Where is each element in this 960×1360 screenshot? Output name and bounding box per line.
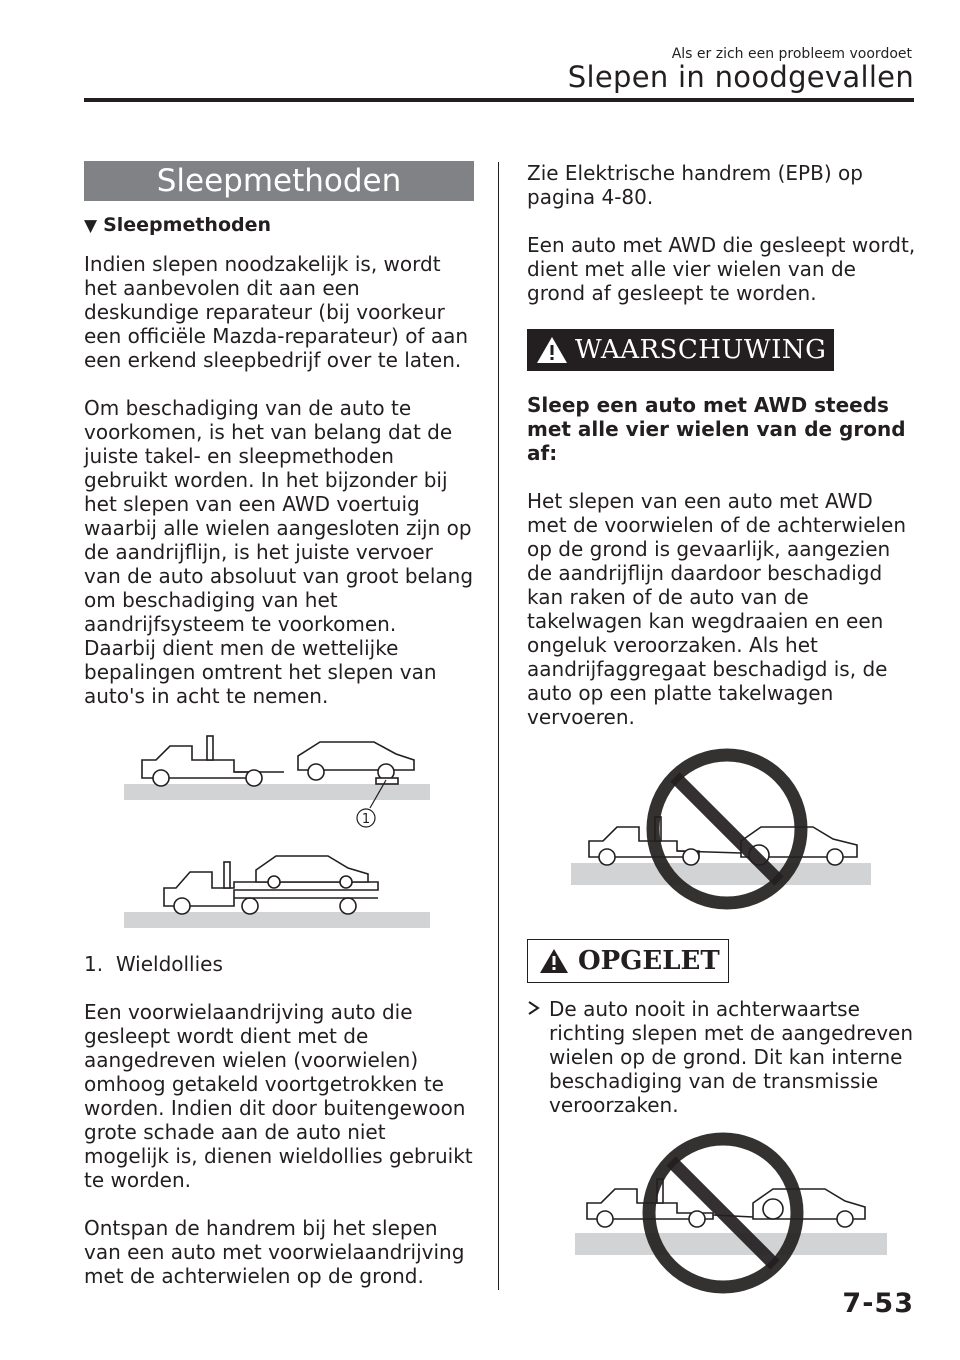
column-divider — [498, 162, 499, 1290]
right-column — [527, 161, 917, 1305]
warning-label: WAARSCHUWING — [575, 335, 827, 365]
left-column — [84, 161, 474, 1312]
flatbed-truck-figure — [84, 846, 474, 938]
paragraph: Om beschadiging van de auto te voorkomen, is het van belang dat de juiste takel- en sleepmethoden gebruikt worden. In het bijzonder bij het slepen van een AWD voertuig waarbij alle wielen aangesloten zijn op de aandrijflijn, is het juiste vervoer van de auto absoluut van groot belang om beschadiging van het aandrijfsysteem te voorkomen. Daarbij dient men de wettelijke bepalingen omtrent het slepen van auto's in acht te nemen. — [84, 396, 474, 708]
caution-label: OPGELET — [578, 946, 720, 976]
wheel-dolly — [376, 778, 398, 784]
ground-strip — [124, 912, 430, 928]
paragraph: Indien slepen noodzakelijk is, wordt het aanbevolen dit aan een deskundige reparateur (bij voorkeur een officiële Mazda-reparateur) of aan een erkend sleepbedrijf over te laten. — [84, 252, 469, 372]
subheading-text: Sleepmethoden — [103, 214, 272, 236]
caution-triangle-icon — [538, 947, 570, 975]
page-number: 7-53 — [842, 1288, 914, 1319]
paragraph: Een voorwielaandrijving auto die gesleept wordt dient met de aangedreven wielen (voorwielen) omhoog getakeld voortgetrokken te worden. Indien dit door buitengewoon grote schade aan de auto niet mogelijk is, dienen wieldollies gebruikt te worden. — [84, 1000, 473, 1192]
warning-banner — [527, 329, 834, 371]
ground-strip — [575, 1233, 887, 1255]
prohibited-reverse-tow-figure — [527, 1125, 917, 1305]
warning-heading: Sleep een auto met AWD steeds met alle vier wielen van de grond af: — [527, 393, 906, 465]
list-item-number: 1. — [84, 952, 104, 976]
header-section-title: Slepen in noodgevallen — [567, 60, 914, 94]
paragraph: Ontspan de handrem bij het slepen van een auto met voorwielaandrijving met de achterwielen op de grond. — [84, 1216, 465, 1288]
subheading — [84, 213, 474, 238]
warning-text: Het slepen van een auto met AWD met de voorwielen of de achterwielen op de grond is gevaarlijk, aangezien de aandrijflijn daardoor beschadigd kan raken of de auto van de takelwagen kan wegdraaien en een ongeluk veroorzaken. Als het aandrijfaggregaat beschadigd is, de auto op een platte takelwagen vervoeren. — [527, 489, 907, 729]
figure-callout: 1 — [361, 812, 371, 827]
prohibited-tow-figure — [527, 743, 917, 923]
list-item-text: Wieldollies — [115, 952, 223, 976]
bullet-arrow-icon — [527, 997, 549, 1117]
caution-bullet — [527, 997, 917, 1117]
subheading-marker-icon: ▼ — [84, 216, 98, 236]
paragraph: Een auto met AWD die gesleept wordt, dient met alle vier wielen van de grond af gesleept te worden. — [527, 233, 916, 305]
paragraph: Zie Elektrische handrem (EPB) op pagina 4-80. — [527, 161, 863, 209]
header-rule — [84, 98, 914, 102]
caution-banner — [527, 939, 729, 983]
tow-truck-dollies-figure — [84, 732, 474, 832]
ground-strip — [124, 784, 430, 800]
caution-text: De auto nooit in achterwaartse richting slepen met de aangedreven wielen op de grond. Dit kan interne beschadiging van de transmissie veroorzaken. — [549, 997, 914, 1117]
header-section-small: Als er zich een probleem voordoet — [671, 46, 912, 62]
figure-legend — [84, 952, 474, 976]
section-title: Sleepmethoden — [84, 161, 474, 201]
ground-strip — [571, 863, 871, 885]
warning-triangle-icon — [535, 335, 569, 365]
